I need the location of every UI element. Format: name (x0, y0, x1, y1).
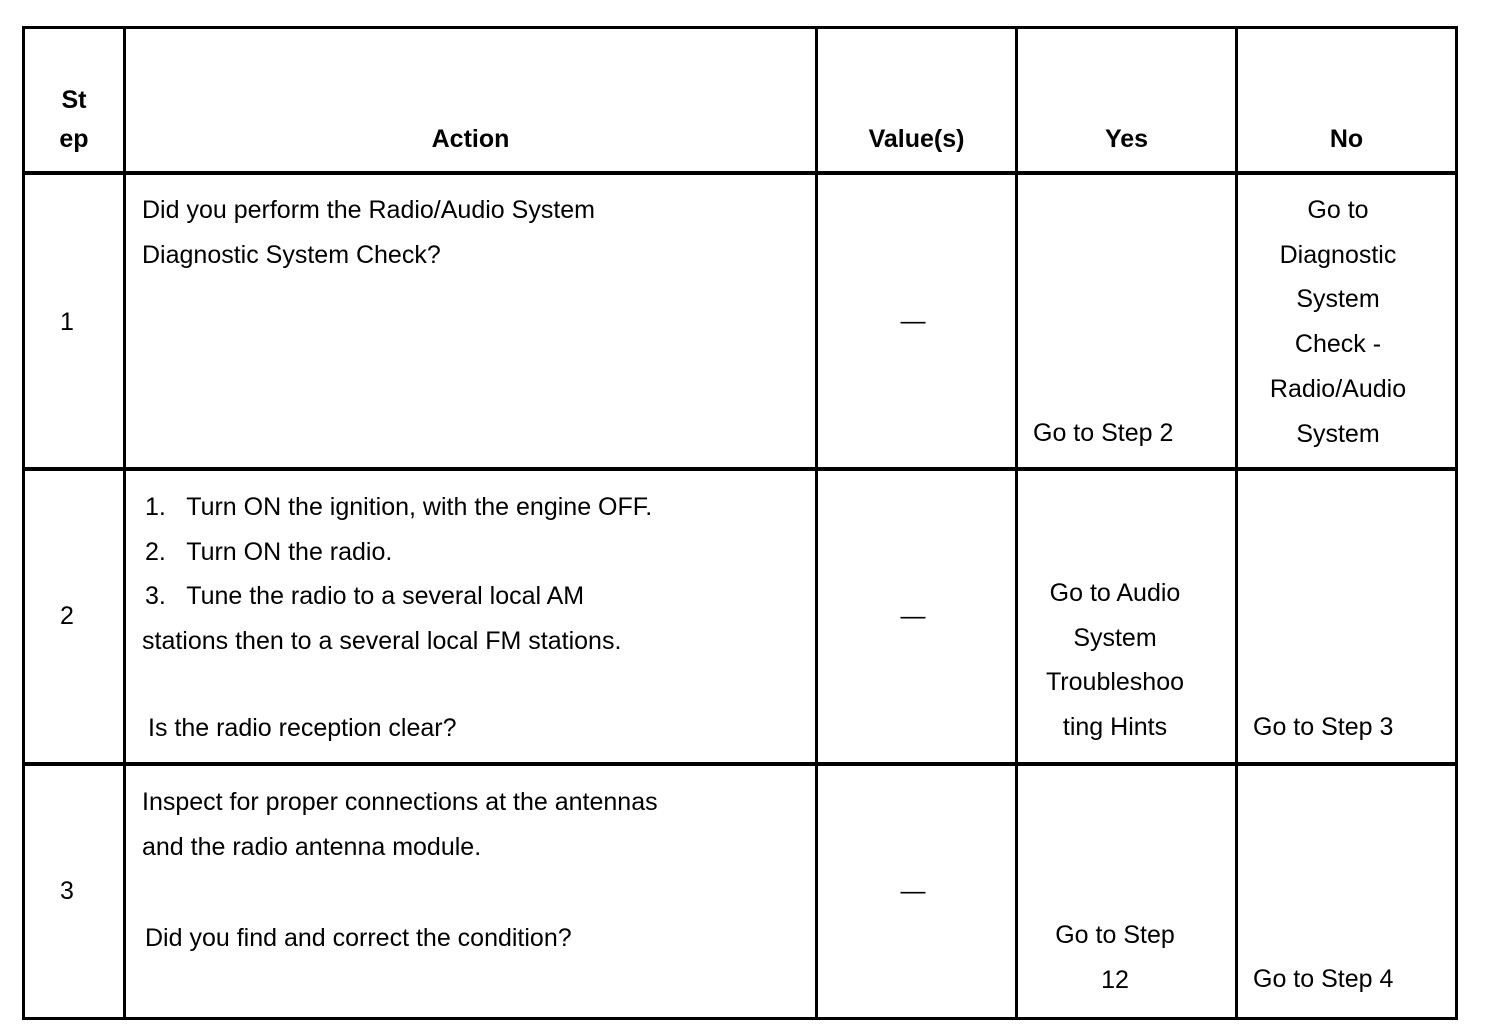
row3-step: 3 (60, 877, 74, 905)
row3-no-line: Go to Step 4 (1253, 965, 1394, 993)
row2-value: — (900, 602, 926, 630)
header-step-line1: St (61, 86, 87, 114)
row2-no-line: Go to Step 3 (1253, 713, 1394, 741)
header-values: Value(s) (868, 125, 965, 153)
row2-action-line: 1. Turn ON the ignition, with the engine OFF. (145, 493, 653, 521)
row3-action (142, 780, 812, 961)
row3-action-line: and the radio antenna module. (142, 832, 482, 861)
row3-yes-line: Go to Step (1055, 921, 1175, 949)
header-no: No (1329, 125, 1364, 153)
row1-no-line: Diagnostic (1279, 240, 1397, 269)
row2-yes-line: ting Hints (1062, 713, 1168, 742)
row2-yes-line: Go to Audio (1049, 579, 1181, 607)
diagnostic-table (22, 26, 1458, 1020)
row1-action-line: Did you perform the Radio/Audio System (142, 196, 595, 224)
header-action: Action (431, 125, 510, 153)
row3-action-line: Inspect for proper connections at the antennas (142, 788, 658, 816)
row2-yes-line: Troubleshoo (1045, 668, 1185, 697)
row3-value: — (900, 877, 926, 905)
header-step-line2: ep (59, 125, 89, 153)
row1-no-line: Check - (1294, 330, 1382, 359)
row1-yes-line: Go to Step 2 (1033, 419, 1174, 447)
row3-action-line: Did you find and correct the condition? (145, 924, 572, 953)
column-divider (1235, 26, 1238, 1020)
header-step (25, 81, 123, 159)
row3-yes (1015, 913, 1215, 1002)
row1-action (142, 188, 812, 277)
row2-no (1253, 705, 1453, 750)
row-divider (22, 171, 1458, 175)
row2-action-line: stations then to a several local FM stations. (142, 627, 622, 656)
row1-action-line: Diagnostic System Check? (142, 240, 441, 269)
row1-step: 1 (60, 308, 74, 336)
row2-yes-line: System (1073, 623, 1157, 652)
row1-no-line: System (1296, 285, 1380, 314)
row1-no (1238, 188, 1438, 456)
row1-yes (1033, 411, 1233, 456)
row1-no-line: Go to (1307, 196, 1369, 224)
column-divider (123, 26, 126, 1020)
row2-action-line: 2. Turn ON the radio. (145, 537, 393, 566)
row2-action-line: Is the radio reception clear? (148, 713, 457, 742)
row3-no (1253, 957, 1453, 1002)
row2-yes (1015, 571, 1215, 750)
row1-no-line: Radio/Audio (1269, 374, 1407, 403)
row2-step: 2 (60, 602, 74, 630)
column-divider (1015, 26, 1018, 1020)
row2-action-line: 3. Tune the radio to a several local AM (145, 582, 585, 611)
row-divider (22, 762, 1458, 766)
row1-value: — (900, 307, 926, 335)
row2-action (142, 485, 812, 751)
header-yes: Yes (1104, 125, 1149, 153)
row3-yes-line: 12 (1101, 965, 1129, 994)
row-divider (22, 467, 1458, 471)
row1-no-line: System (1296, 419, 1380, 448)
